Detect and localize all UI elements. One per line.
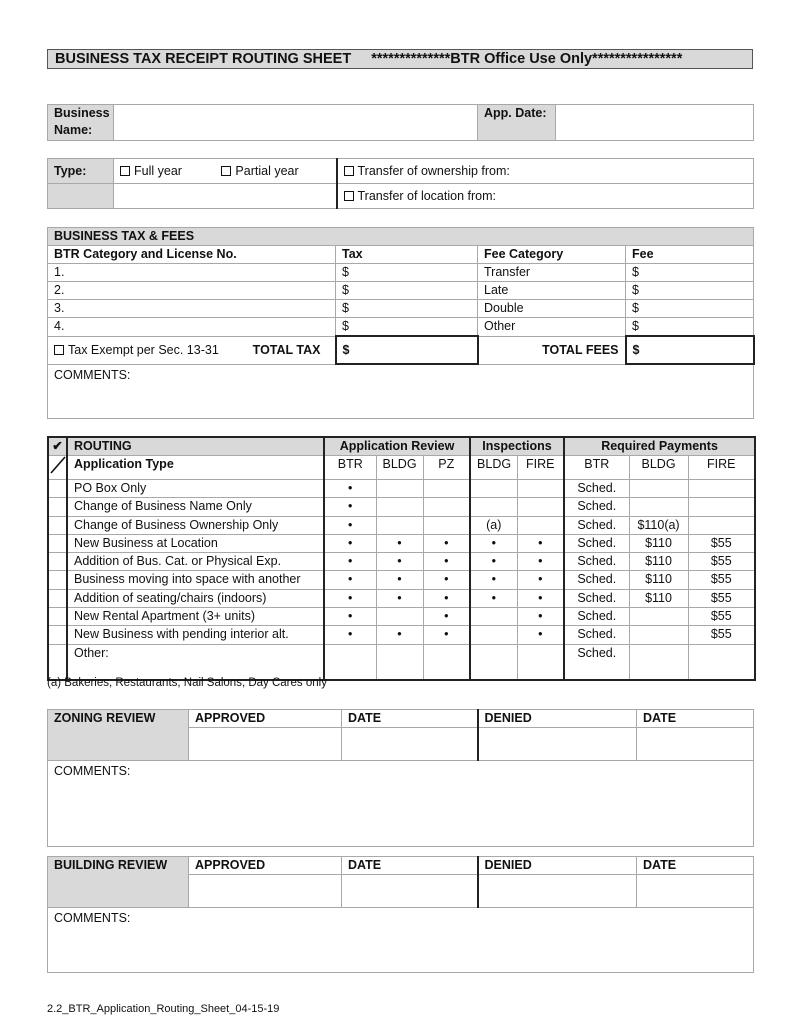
cell: • (423, 571, 470, 589)
cell: • (517, 534, 564, 552)
cell (517, 498, 564, 516)
table-row (48, 264, 754, 282)
cell (376, 608, 423, 626)
cell: • (470, 534, 517, 552)
cell: • (324, 626, 376, 644)
tax-field[interactable]: $ (336, 282, 478, 300)
table-row (48, 318, 754, 337)
routing-checkbox[interactable] (48, 626, 67, 644)
checkbox-icon (344, 166, 354, 176)
comments-label: COMMENTS: (54, 764, 131, 778)
cell: • (470, 571, 517, 589)
license-field[interactable]: 3. (48, 300, 336, 318)
cell: • (376, 553, 423, 571)
cell (688, 480, 755, 498)
routing-checkbox[interactable] (48, 589, 67, 607)
cell: Sched. (564, 516, 629, 534)
office-use-banner: **************BTR Office Use Only**************** (371, 51, 683, 67)
cell: • (423, 553, 470, 571)
building-denied-field[interactable] (478, 875, 637, 908)
full-year-label: Full year (134, 164, 182, 178)
cell: • (324, 553, 376, 571)
checkbox-icon (120, 166, 130, 176)
fee-category: Double (478, 300, 626, 318)
sub-header-insp-bldg: BLDG (470, 456, 517, 480)
total-fees-label: TOTAL FEES (478, 336, 626, 364)
fee-field[interactable]: $ (626, 300, 754, 318)
building-comments-field[interactable] (48, 908, 754, 973)
cell (376, 498, 423, 516)
cell: Sched. (564, 626, 629, 644)
fee-field[interactable]: $ (626, 264, 754, 282)
routing-table (47, 436, 756, 681)
fee-category: Transfer (478, 264, 626, 282)
sub-header-pay-btr: BTR (564, 456, 629, 480)
cell: Sched. (564, 571, 629, 589)
zoning-date-field[interactable] (342, 728, 478, 761)
sub-header-btr: BTR (324, 456, 376, 480)
cell (470, 498, 517, 516)
tax-exempt-checkbox[interactable] (54, 343, 219, 357)
table-row (48, 608, 755, 626)
full-year-checkbox[interactable] (120, 164, 182, 178)
application-type: Addition of Bus. Cat. or Physical Exp. (67, 553, 324, 571)
required-payments-header: Required Payments (564, 437, 755, 456)
routing-footnote: (a) Bakeries, Restaurants, Nail Salons, Day Cares only (47, 677, 327, 689)
zoning-review-title: ZONING REVIEW (48, 710, 189, 761)
building-date-header: DATE (342, 857, 478, 875)
cell: $110 (629, 553, 688, 571)
building-approved-field[interactable] (189, 875, 342, 908)
cell (470, 626, 517, 644)
cell (629, 608, 688, 626)
cell: • (517, 608, 564, 626)
table-row (48, 589, 755, 607)
fee-category: Late (478, 282, 626, 300)
cell: • (517, 589, 564, 607)
checkbox-icon (344, 191, 354, 201)
cell (629, 644, 688, 680)
cell: • (470, 589, 517, 607)
cell: Sched. (564, 534, 629, 552)
cell (629, 626, 688, 644)
comments-label: COMMENTS: (54, 911, 131, 925)
checkbox-icon (54, 345, 64, 355)
cell: $110(a) (629, 516, 688, 534)
cell: • (423, 589, 470, 607)
zoning-comments-field[interactable] (48, 761, 754, 847)
application-type-other[interactable]: Other: (67, 644, 324, 680)
cell (376, 644, 423, 680)
cell: Sched. (564, 608, 629, 626)
cell: • (324, 516, 376, 534)
table-row (48, 282, 754, 300)
sub-header-pay-fire: FIRE (688, 456, 755, 480)
routing-checkbox[interactable] (48, 608, 67, 626)
cell: • (517, 553, 564, 571)
routing-checkbox[interactable] (48, 644, 67, 680)
cell: $55 (688, 608, 755, 626)
building-review-table (47, 856, 754, 973)
cell: $110 (629, 589, 688, 607)
tax-fees-section-title: BUSINESS TAX & FEES (48, 228, 754, 246)
checkbox-icon (221, 166, 231, 176)
routing-checkbox[interactable] (48, 553, 67, 571)
cell: • (517, 571, 564, 589)
fee-field[interactable]: $ (626, 318, 754, 337)
transfer-location-label: Transfer of location from: (357, 189, 496, 203)
application-type-header: Application Type (67, 456, 324, 480)
type-label-spacer (48, 184, 114, 209)
application-type: Business moving into space with another (67, 571, 324, 589)
tax-field[interactable]: $ (336, 300, 478, 318)
cell (470, 608, 517, 626)
transfer-ownership-label: Transfer of ownership from: (357, 164, 510, 178)
cell: • (517, 626, 564, 644)
cell (629, 480, 688, 498)
cell: $55 (688, 534, 755, 552)
partial-year-label: Partial year (235, 164, 299, 178)
table-row (48, 534, 755, 552)
cell: • (324, 498, 376, 516)
building-approved-header: APPROVED (189, 857, 342, 875)
cell: Sched. (564, 480, 629, 498)
cell (423, 516, 470, 534)
check-header-icon: ✔ (48, 437, 67, 456)
business-info-table (47, 104, 754, 141)
cell (688, 644, 755, 680)
license-field[interactable]: 4. (48, 318, 336, 337)
tax-field[interactable]: $ (336, 264, 478, 282)
cell (517, 516, 564, 534)
cell (629, 498, 688, 516)
cell: $55 (688, 589, 755, 607)
application-type: Change of Business Name Only (67, 498, 324, 516)
routing-title: ROUTING (67, 437, 324, 456)
cell (688, 498, 755, 516)
tax-comments-field[interactable] (48, 364, 754, 418)
business-name-field[interactable] (114, 105, 478, 141)
zoning-date-header: DATE (342, 710, 478, 728)
routing-checkbox[interactable] (48, 480, 67, 498)
slash-icon (48, 456, 67, 480)
cell: • (376, 571, 423, 589)
table-row (48, 516, 755, 534)
zoning-review-table (47, 709, 754, 847)
cell: $110 (629, 534, 688, 552)
cell: • (423, 534, 470, 552)
table-row (48, 626, 755, 644)
table-row (48, 571, 755, 589)
routing-checkbox[interactable] (48, 498, 67, 516)
building-review-title: BUILDING REVIEW (48, 857, 189, 908)
app-date-field[interactable] (556, 105, 754, 141)
application-type: New Rental Apartment (3+ units) (67, 608, 324, 626)
cell: • (376, 534, 423, 552)
cell (423, 644, 470, 680)
cell: Sched. (564, 553, 629, 571)
building-date2-field[interactable] (637, 875, 754, 908)
application-type: Change of Business Ownership Only (67, 516, 324, 534)
tax-header: Tax (336, 246, 478, 264)
comments-label: COMMENTS: (54, 368, 131, 382)
partial-year-checkbox[interactable] (221, 164, 298, 178)
cell (517, 480, 564, 498)
application-type: Addition of seating/chairs (indoors) (67, 589, 324, 607)
transfer-ownership-checkbox[interactable] (337, 159, 754, 184)
page-title: BUSINESS TAX RECEIPT ROUTING SHEET (55, 51, 352, 67)
total-tax-field[interactable]: $ (336, 336, 478, 364)
cell: $55 (688, 626, 755, 644)
transfer-location-checkbox[interactable] (337, 184, 754, 209)
cell: • (324, 534, 376, 552)
sub-header-insp-fire: FIRE (517, 456, 564, 480)
sub-header-pay-bldg: BLDG (629, 456, 688, 480)
tax-exempt-label: Tax Exempt per Sec. 13-31 (68, 342, 219, 357)
inspections-header: Inspections (470, 437, 564, 456)
btr-category-header: BTR Category and License No. (48, 246, 336, 264)
cell (376, 516, 423, 534)
cell: • (376, 589, 423, 607)
table-row (48, 498, 755, 516)
cell (376, 480, 423, 498)
application-type: PO Box Only (67, 480, 324, 498)
cell: • (423, 626, 470, 644)
cell: • (376, 626, 423, 644)
cell (470, 480, 517, 498)
zoning-date2-header: DATE (637, 710, 754, 728)
table-row (48, 644, 755, 680)
zoning-approved-header: APPROVED (189, 710, 342, 728)
cell (517, 644, 564, 680)
routing-checkbox[interactable] (48, 571, 67, 589)
business-name-label: Business Name: (48, 105, 114, 141)
total-tax-label: TOTAL TAX (252, 342, 321, 357)
building-denied-header: DENIED (478, 857, 637, 875)
building-date2-header: DATE (637, 857, 754, 875)
cell (470, 644, 517, 680)
cell: $55 (688, 571, 755, 589)
document-id-footer: 2.2_BTR_Application_Routing_Sheet_04-15-19 (47, 1003, 280, 1015)
table-row (48, 553, 755, 571)
tax-field[interactable]: $ (336, 318, 478, 337)
table-row (48, 300, 754, 318)
cell: Sched. (564, 589, 629, 607)
zoning-denied-header: DENIED (478, 710, 637, 728)
title-bar (47, 49, 753, 69)
zoning-denied-field[interactable] (478, 728, 637, 761)
cell: (a) (470, 516, 517, 534)
cell: Sched. (564, 644, 629, 680)
fee-field[interactable]: $ (626, 282, 754, 300)
table-row (48, 480, 755, 498)
fee-category: Other (478, 318, 626, 337)
license-field[interactable]: 2. (48, 282, 336, 300)
license-field[interactable]: 1. (48, 264, 336, 282)
cell: $110 (629, 571, 688, 589)
type-table (47, 158, 754, 209)
application-review-header: Application Review (324, 437, 470, 456)
fee-header: Fee (626, 246, 754, 264)
zoning-approved-field[interactable] (189, 728, 342, 761)
type-blank-cell (114, 184, 337, 209)
cell: • (423, 608, 470, 626)
type-label: Type: (48, 159, 114, 184)
cell (688, 516, 755, 534)
cell: • (324, 571, 376, 589)
zoning-date2-field[interactable] (637, 728, 754, 761)
cell: • (324, 608, 376, 626)
building-date-field[interactable] (342, 875, 478, 908)
app-date-label: App. Date: (478, 105, 556, 141)
cell (423, 480, 470, 498)
cell: $55 (688, 553, 755, 571)
application-type: New Business with pending interior alt. (67, 626, 324, 644)
sub-header-pz: PZ (423, 456, 470, 480)
cell (423, 498, 470, 516)
cell (324, 644, 376, 680)
sub-header-bldg: BLDG (376, 456, 423, 480)
application-type: New Business at Location (67, 534, 324, 552)
routing-checkbox[interactable] (48, 534, 67, 552)
cell: • (324, 589, 376, 607)
tax-fees-table (47, 227, 755, 419)
routing-checkbox[interactable] (48, 516, 67, 534)
cell: Sched. (564, 498, 629, 516)
fee-category-header: Fee Category (478, 246, 626, 264)
cell: • (470, 553, 517, 571)
total-fees-field[interactable]: $ (626, 336, 754, 364)
cell: • (324, 480, 376, 498)
